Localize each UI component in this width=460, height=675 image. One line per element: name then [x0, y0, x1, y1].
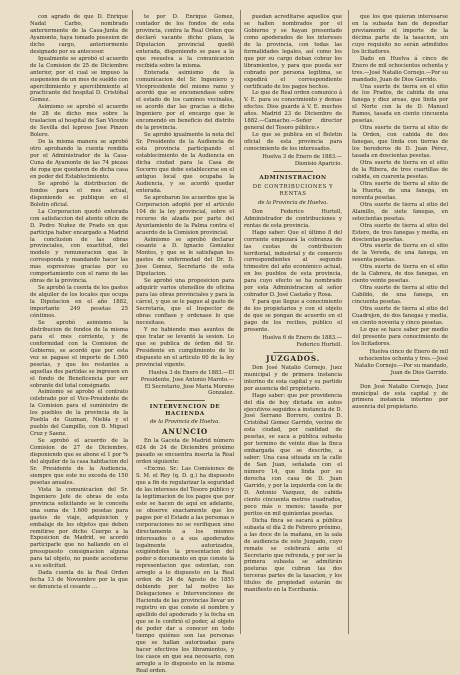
paragraph: Don José Natalio Cornejo, Juez municipal y de primera instancia interino de esta capital y su partido por ausencia del propietario.: [244, 364, 342, 392]
section-heading: INTERVENCION DE HACIENDA: [149, 404, 221, 418]
paragraph: Lo que se publica en el Boletin oficial de esta provincia para conocimiento de los interesados.: [244, 132, 342, 153]
paragraph: Otra suerte de tierra al sitio de la Orden, con cabida de dos fanegas, que linda con tierras de los herederos de D. Juan Pérez, tasada en doscientas pesetas.: [352, 125, 448, 160]
section-subheading: de la Provincia de Huelva.: [150, 419, 220, 426]
paragraph: Igualmente se aprobó el acuerdo de la Comision de 25 de Diciembre anterior, por el cual se impuso la suspension de un mes de sueldo con apercibimiento y apercibimiento al practicante del hospital D. Cristóbal Gomez.: [30, 55, 128, 104]
paragraph: «Excmo. Sr.: Las Comisiones de S. M. el Rey (q. D. g.) ha dispuesto que a fin de regularizar la seguridad de las intereses del Tesoro público y la legitimacion de los pagos que por este se hacen de aquí en adelante, se observe exactamente que los pagos por el Estado a las personas o corporaciones no se verifiquen sino directamente a los mismos interesados o a sus apoderados legalmente autorizados, exigiéndoles la presentacion del poder o documento en que conste la representacion que ostentan, con arreglo a lo dispuesto en la Real orden de 24 de Agosto de 1855 debiendo por tal motivo las Delegaciones e Intervenciones de Hacienda de las provincias llevar un registro en que conste el nombre y apellido del apoderado y la fecha en que se le confirió el poder, al objeto de poder dar a conocer en todo tiempo quiénes son las personas que se hallan autorizadas para hacer efectivos los libramientos, y los casos en que sea necesario, con arreglo a lo dispuesto en la misma Real orden.: [136, 466, 234, 674]
paragraph: Dado en Huelva á cinco de Enero de mil ochocientos ochenta y tres.—José Natalio Cornejo.—Por su mandado, Juan de Dios Garrido.: [352, 55, 448, 83]
paragraph: Don José Natalio Cornejo, Juez municipal de esta capital y de primera instancia interino por ausencia del propietario.: [352, 383, 448, 411]
paragraph: Don Federico Hurtell, Administrador de contribuciones y rentas de esta provincia.: [244, 208, 342, 229]
paragraph: Otra suerte de tierra en el sitio de la Vereda, de una fanega, en sesenta pesetas.: [352, 243, 448, 264]
text-column-1: [30, 14, 128, 632]
column-rule: [240, 10, 241, 634]
section-subheading: de la Provincia de Huelva.: [258, 199, 328, 206]
signature-line: Huelva 3 de Enero de 1883.—El Presidente, Jose Antonio Maroto.—El Secretario, Jose Maria Moreno Gonzalez.: [140, 369, 234, 397]
paragraph: Enterada asimismo de la comunicacion del Sr. Ingeniero y Vicepresidente del mismo ramo y acordó que se encomendase sobre el estado de los caminos vecinales, se acordó dar las gracias a dicho Ingeniero por el encargo que le encomendó en beneficio del distrito de la provincia.: [136, 69, 234, 132]
paragraph: Y no habiendo mas asuntos de que tratar se levantó la sesion. Lo que se publica de órden del Sr. Presidente en cumplimiento de lo dispuesto en el articulo 60 de la ley provincial vigente.: [136, 326, 234, 368]
text-column-2: [136, 14, 234, 674]
paragraph: De la misma manera se aprobó otro aprobando la cuenta rendida por el Administrador de la Casa-Cuna de Ayamonte de las 74 piezas de ropa que quedaron de dicha casa en poder del Establecimiento.: [30, 139, 128, 180]
section-divider: [165, 400, 204, 401]
paragraph: Asimismo se aprobó el contrato celebrado por el Vice-Presidente de la Comision para el suministro de los pueblos de la provincia de la Puebla de Guzman, Niebla y el pueblo del Campillo, con D. Miguel Cruz y Saenz.: [30, 389, 128, 438]
section-divider: [381, 380, 419, 381]
paragraph: Otra suerte de tierra en el sitio de la Ribera, de tres cuartillas de cabida, en cuarenta pesetas.: [352, 160, 448, 180]
paragraph: Lo que se hace saber por medio del presente para conocimiento de los licitadores.: [352, 326, 448, 347]
section-title: JUZGADOS.: [266, 353, 320, 363]
paragraph: La Corporacion quedó enterada con satisfaccion del atento oficio de D. Pedro Nuñez de Prado en que participa haber encargado a Madrid la conclusion de las obras provinciales, con exactitud, del modelo y remuneracion que le corresponda y mandando hacer las mas espresivas gracias por su comportamiento con el ramo de las obras de la provincia.: [30, 208, 128, 285]
paragraph: Se aprobó el acuerdo de la Comision de 27 de Diciembre, disponiendo que se abone el 1 por % del alquiler de la casa habitacion del Sr. Presidente de la Audiencia, siempre que este no exceda de 150 pesetas anuales.: [30, 438, 128, 486]
paragraph: puedan acreditarse aquellos que se hallen nombrados por el Gobierno y se hayan presentado como apoderados de los intereses de la provincia, con todas las formalidades legales, así como los que por su cargo deban cobrar los libramientos, y para que pueda ser cobrado por persona legítima, se expedirá el correspondiente certificado de los pagos hechos.: [244, 14, 342, 90]
paragraph: Dada cuenta de la Real Orden fecha 13 de Noviembre por la que se denuncia el cesante ...: [30, 570, 128, 591]
paragraph: con agrado de que D. Enrique Nadal Carbo, nombrado anteriormente de la Casa-Junta de Ayamonte, haya tomado posesion de dicho cargo, anteriormente designado por su antecesor.: [30, 14, 128, 55]
paragraph: Otra suerte de tierra al sitio del Alamillo, de siete fanegas, en setecientas pesetas.: [352, 201, 448, 222]
signature-line: Huelva cinco de Enero de mil ochocientos ochenta y tres.—José Natalio Cornejo.—Por su mandado, Juan de Dios Garrido.: [354, 348, 448, 376]
paragraph: Asimismo se aprobó el acuerdo de 28 de dicho mes sobre la traslacion al hospital de San Vicente de Sevilla del leproso Jose Pinzon Bolero.: [30, 104, 128, 139]
paragraph: Otra suerte de tierra al sitio del Estero, de tres fanegas y media, en doscientas pesetas.: [352, 222, 448, 243]
paragraph: Vista la comunicacion del Sr. Ingeniero Jefe de obras de esta provincia solicitando se le conceda una suma de 1.600 pesetas para gastos de viaje, adquisicion y embalaje de los objetos que deben remitirse por dicho Cuerpo a la Exposicion de Madrid, se acordó participarle que no hallando en el presupuesto consignacion alguna para tal objeto, no puede accederse a su solicitud.: [30, 486, 128, 570]
paragraph: Dicha finca se sacará a pública subasta el día 2 de Febrero próximo, a las doce de la mañana, en la sala de audiencia de este Juzgado, cuyo remate se celebrará ante el Secretario que refrenda, y por ser la primera subasta se admitirán posturas que cubran las dos terceras partes de la tasacion, y los titulos de propiedad estarán de manifiesto en la Escribanía.: [244, 517, 342, 594]
paragraph: Una suerte de tierra en el sitio de los Prados, de cabida de una fanega y diez areas, que linda por el Norte con la de D. Manuel Ramos, tasada en ciento cincuenta pesetas.: [352, 83, 448, 125]
paragraph: Se aprobó igualmente la nota del Sr. Presidente de la Audiencia de esta provincia participando el establecimiento de la Audiencia en dicha ciudad para la Casa de Socorro que debe establecerse en el antiguo local que ocupaba la Audiencia, y se acordó quedar enterada.: [136, 132, 234, 194]
paragraph: Se aprobaron los acuerdos que la Corporacion adoptó por el articulo 104 de la ley provincial, sobre el recurso de alzada por parte del Ayuntamiento de la Palma contra el acuerdo de la Comision provincial.: [136, 194, 234, 236]
paragraph: Se aprobó la distribucion de fondos para el mes actual, disponiendo se publique en el Boletin oficial.: [30, 180, 128, 208]
text-column-3: [244, 14, 342, 632]
paragraph: Hago saber: Que el último 8 del corriente empezará la cobranza de las cuotas de contribucion territorial, industrial y de comercio correspondientes al segundo trimestre del año económico actual, en los pueblos de esta provincia, para cuyo efecto se ha nombrado por esta Administracion al señor cobrador D. José Castaño y Rosa.: [244, 229, 342, 299]
paragraph: Se aprobó la cuenta de los gastos de alquiler de los locales que ocupa la Diputacion en el año 1882, importante 249 pesetas 25 céntimos.: [30, 285, 128, 319]
section-divider: [273, 171, 312, 172]
paragraph: Y para que llegue a conocimiento de los propietarios y con el objeto de que se pongan de acuerdo en el pago de los recibos, publico el presente.: [244, 299, 342, 333]
signature-line: Huelva 3 de Enero de 1883.—Dionisio Aparicio.: [262, 154, 342, 168]
column-rule: [132, 10, 133, 634]
paragraph: Hago saber: que por providencia del día de hoy dictada en autos ejecutivos seguidos a instancia de D. José Serrano Borrero, contra D. Cristóbal Gomez Garrido, vecino de esta ciudad, por cantidad de pesetas, se saca a pública subasta por termino de veinte dias la finca embargada que se describe, a saber: Una casa situada en la calle de San Juan, señalada con el número 14, que linda por su derecha con casa de D. Juan Garrido, y por la izquierda con la de D. Antonio Vazquez, de cabida ciento cincuenta metros cuadrados, poco más o menos; tasada por peritos en mil quinientas pesetas.: [244, 392, 342, 517]
text-column-4: [352, 14, 448, 632]
paragraph: te por D. Enrique Gomez, contador de los fondos de esta provincia, contra la Real Orden que declaró vacante dicho plaza, la Diputacion provincial quedó enterada, disponiendo se pase a la que resuelva a la comunicacion recibida sobre la misma.: [136, 14, 234, 69]
paragraph: Otra suerte de tierra al sitio de la Huerta, de una fanega, en noventa pesetas.: [352, 180, 448, 201]
section-divider: [273, 352, 312, 353]
section-heading-line: DE CONTRIBUCIONES Y RENTAS: [252, 183, 334, 197]
paragraph: Se aprobó asimismo la distribucion de fondos de la misma para el mes corriente, y de conformidad con la Comision de Gobierno, se acordó que por esta vez se pagase el importe de 1.560 pesetas, y que los restantes a aquellas dos partidas se ingresen en el fondo de Beneficencia por ser sobrante del total consignado.: [30, 319, 128, 389]
paragraph: Asimismo se aprobó declarar cesante a D. Ignacio Gonzalez Montes, y que se le satisfagan los gastos de enfermedad del Dr. D. Jose Gomez, Secretario de esta Diputacion.: [136, 236, 234, 278]
paragraph: En la Gaceta de Madrid número 624 de 24 de Diciembre próximo pasado se encuentra inserta la Real orden siguiente:: [136, 438, 234, 466]
column-rule: [348, 10, 349, 634]
paragraph: Otra suerte de tierra al sitio del Cabildo, de una fanega, en cincuenta pesetas.: [352, 285, 448, 306]
section-title: ANUNCIO: [162, 427, 208, 437]
paragraph: Otra suerte de tierra en el sitio de la Cabrera, de dos fanegas, en ciento veinte pesetas.: [352, 264, 448, 285]
paragraph: que los que quieran interesarse en la subasta han de depositar previamente el importe de la décima parte de la tasacion, sin cuyo requisito no serán admitidos los licitadores.: [352, 14, 448, 55]
signature-line: Huelva 6 de Enero de 1883.—Federico Hurtell.: [262, 334, 342, 348]
paragraph: Otra suerte de tierra al sitio del Cuadrejon, de dos fanegas y media, en ciento noventa y cinco pesetas.: [352, 306, 448, 326]
paragraph: Se aprobó una proposicion para adquirir varios utensilios de oficina para las obras provinciales y para la cárcel, y que se le pague al gasto de Secretaría, que el Inspector de obras confiase y ordenase lo que necesitase.: [136, 278, 234, 326]
section-heading: ADMINISTRACION: [259, 174, 327, 181]
paragraph: Lo que de Real orden comunico á V. E. para su conocimiento y demas efectos. Dios guarde á V. E. muchos años. Madrid 23 de Diciembre de 1882.—Camacho.—Señor director general del Tesoro público.»: [244, 90, 342, 132]
